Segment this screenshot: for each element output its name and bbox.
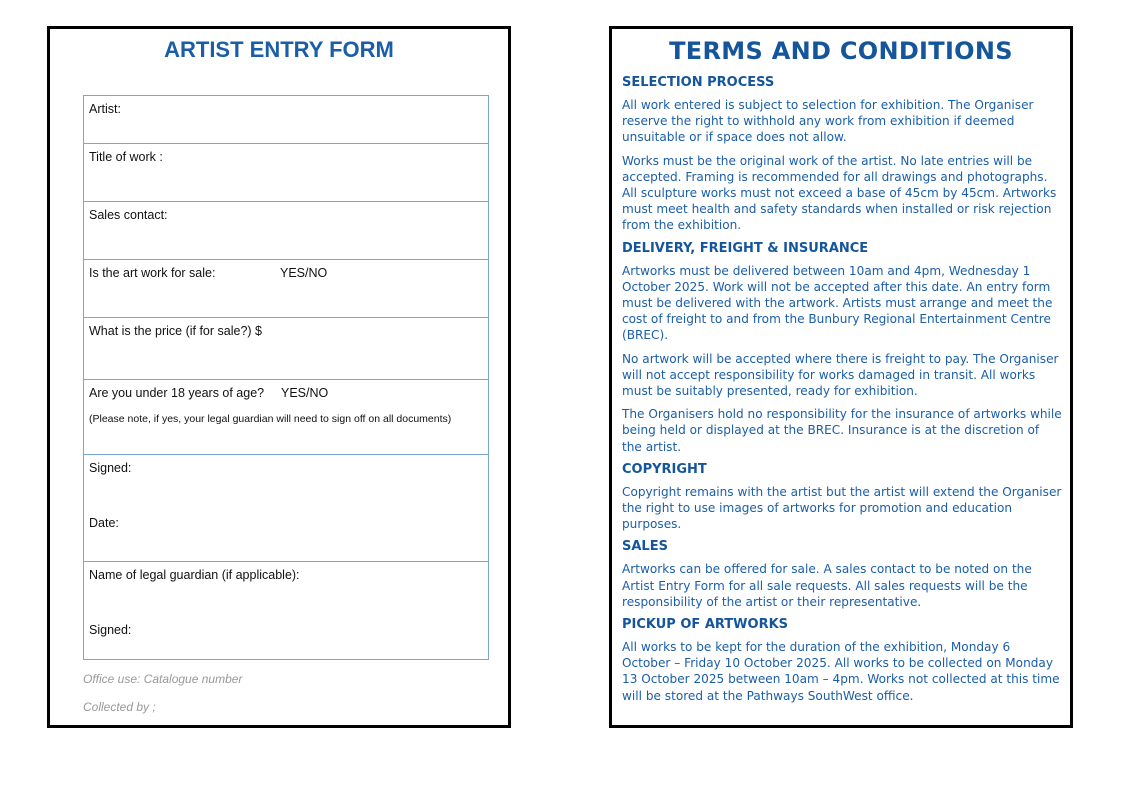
terms-paragraph: All work entered is subject to selection for exhibition. The Organiser reserve the right to withhold any work from exhibition if deemed unsuitable or if space does not allow.	[622, 98, 1034, 145]
under-18-label: Are you under 18 years of age?	[89, 386, 265, 400]
collected-by: Collected by ;	[83, 700, 156, 714]
section-heading-pickup: PICKUP OF ARTWORKS	[622, 617, 789, 633]
date-label: Date:	[89, 516, 119, 530]
price-label: What is the price (if for sale?) $	[89, 324, 262, 338]
sales-contact-field[interactable]	[84, 202, 488, 260]
for-sale-yes-no: YES/NO	[280, 266, 328, 280]
terms-title: TERMS AND CONDITIONS	[669, 37, 1013, 65]
under-18-note: (Please note, if yes, your legal guardian will need to sign off on all documents)	[89, 413, 452, 425]
for-sale-label: Is the art work for sale:	[89, 266, 216, 280]
artist-entry-form-panel	[47, 26, 511, 728]
terms-paragraph: All works to be kept for the duration of the exhibition, Monday 6 October – Friday 10 October 2025. All works to be collected on Monday 13 October 2025 between 10am – 4pm. Works not collected at this time will be stored at the Pathways SouthWest office.	[622, 640, 1060, 703]
sales-contact-label: Sales contact:	[89, 208, 168, 222]
guardian-signed-label: Signed:	[89, 623, 132, 637]
section-heading-delivery: DELIVERY, FREIGHT & INSURANCE	[622, 240, 869, 256]
terms-paragraph: Artworks can be offered for sale. A sales contact to be noted on the Artist Entry Form for all sale requests. All sales requests will be the responsibility of the artist or their representative.	[622, 562, 1032, 609]
terms-body	[622, 75, 1062, 711]
entry-form-table	[83, 95, 489, 660]
terms-paragraph: Works must be the original work of the artist. No late entries will be accepted. Framing is recommended for all drawings and photographs. All sculpture works must not exceed a base of 45cm by 45cm. Artworks must meet health and safety standards when installed or risk rejection from the exhibition.	[622, 153, 1057, 233]
signature-date-field[interactable]	[84, 455, 488, 562]
section-heading-copyright: COPYRIGHT	[622, 461, 707, 477]
under-18-yes-no: YES/NO	[281, 386, 329, 400]
artist-field[interactable]	[84, 96, 488, 144]
terms-paragraph: Copyright remains with the artist but the artist will extend the Organiser the right to use images of artworks for promotion and education purposes.	[622, 484, 1062, 532]
title-of-work-label: Title of work :	[89, 150, 163, 164]
section-heading-sales: SALES	[622, 539, 668, 555]
price-field[interactable]	[84, 318, 488, 380]
terms-paragraph: No artwork will be accepted where there is freight to pay. The Organiser will not accept responsibility for works damaged in transit. All works must be suitably presented, ready for exhibition.	[622, 351, 1059, 399]
guardian-name-label: Name of legal guardian (if applicable):	[89, 568, 300, 582]
legal-guardian-field[interactable]	[84, 562, 488, 659]
terms-paragraph: The Organisers hold no responsibility for the insurance of artworks while being held or displayed at the BREC. Insurance is at the discretion of the artist.	[622, 407, 1062, 454]
section-heading-selection: SELECTION PROCESS	[622, 75, 775, 90]
form-title: ARTIST ENTRY FORM	[164, 37, 394, 62]
title-of-work-field[interactable]	[84, 144, 488, 202]
artist-label: Artist:	[89, 102, 121, 116]
office-use-catalogue-number: Office use: Catalogue number	[83, 672, 243, 686]
for-sale-field[interactable]	[84, 260, 488, 318]
signed-label: Signed:	[89, 461, 132, 475]
terms-paragraph: Artworks must be delivered between 10am and 4pm, Wednesday 1 October 2025. Work will not be accepted after this date. An entry form must be delivered with the artwork. Artists must arrange and meet the cost of freight to and from the Bunbury Regional Entertainment Centre (BREC).	[622, 263, 1053, 343]
under-18-field[interactable]	[84, 380, 488, 455]
terms-and-conditions-panel	[609, 26, 1073, 728]
